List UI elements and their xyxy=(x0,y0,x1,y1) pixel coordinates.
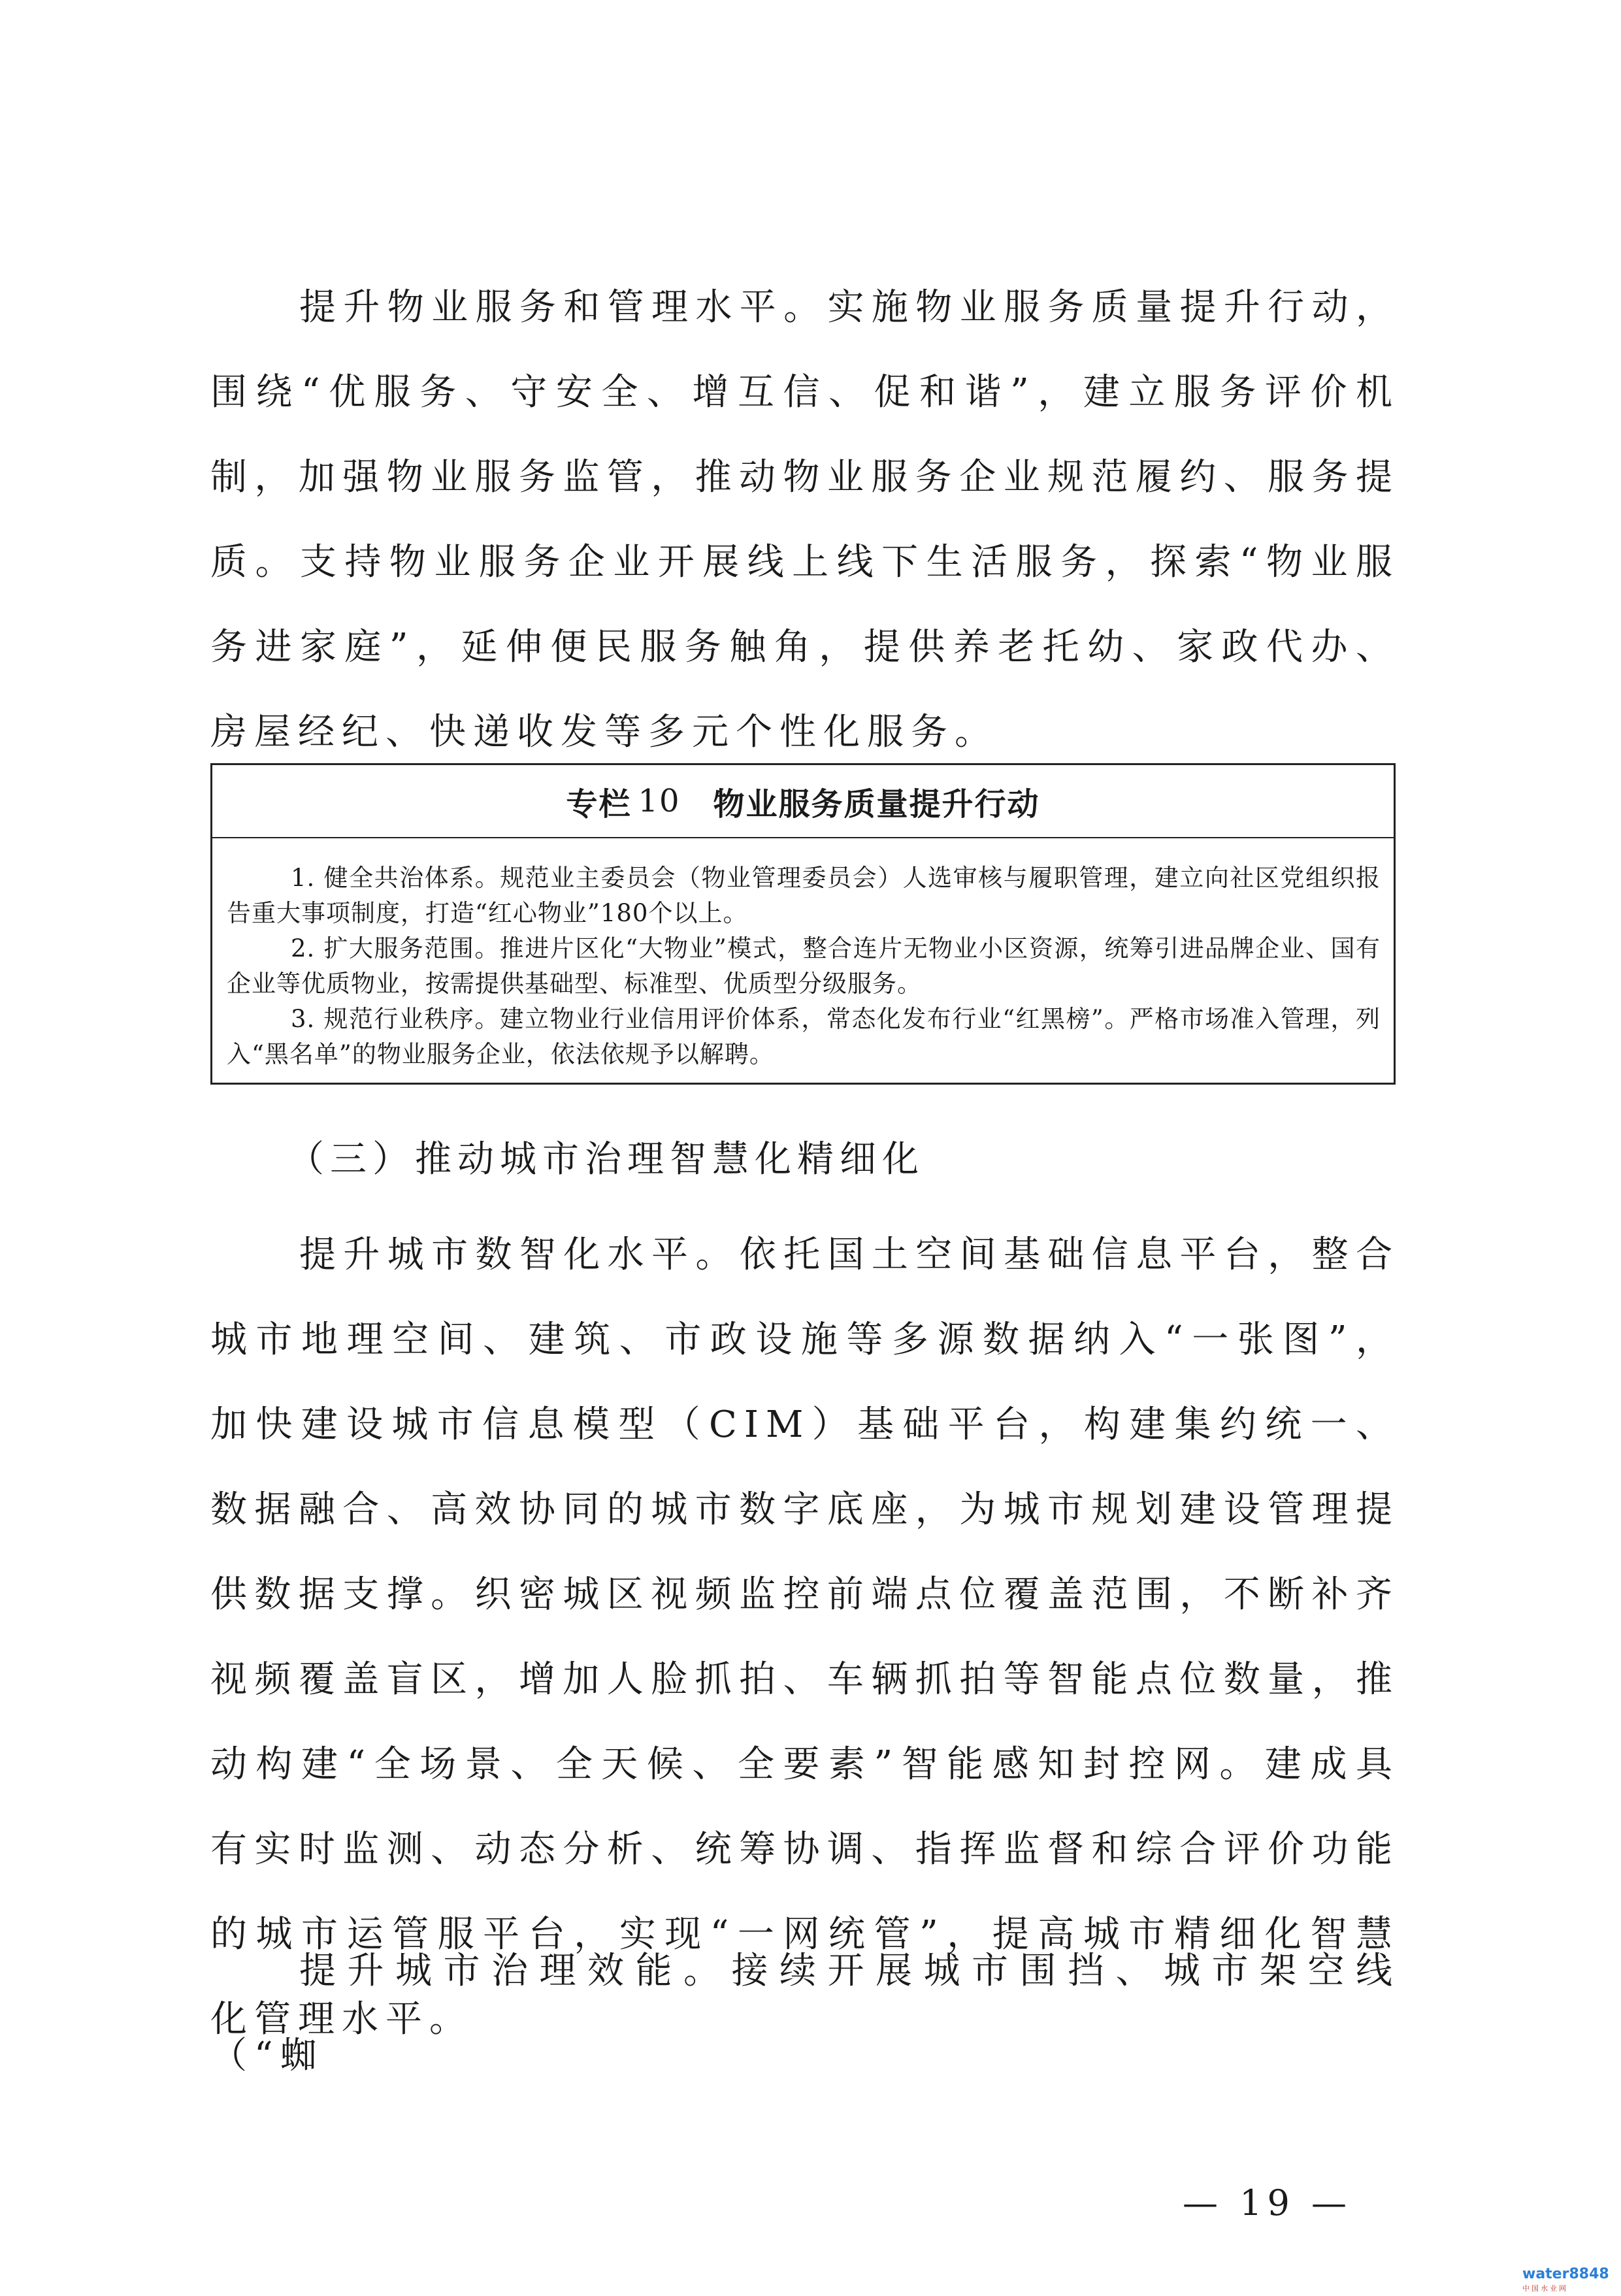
watermark-sub: 中国水业网 xyxy=(1522,2284,1568,2293)
paragraph-governance: 提升城市治理效能。接续开展城市围挡、城市架空线（“蜘 xyxy=(210,1950,1400,2077)
column-item: 2. 扩大服务范围。推进片区化“大物业”模式，整合连片无物业小区资源，统筹引进品牌企业、国有企业等优质物业，按需提供基础型、标准型、优质型分级服务。 xyxy=(227,934,1381,998)
special-column-body xyxy=(212,838,1394,1072)
special-column-header xyxy=(212,765,1394,838)
watermark-logo xyxy=(1522,2267,1609,2296)
watermark-main: water8848 xyxy=(1522,2266,1609,2282)
page-number: — 19 — xyxy=(1183,2182,1352,2223)
column-title: 物业服务质量提升行动 xyxy=(713,785,1040,823)
column-item: 3. 规范行业秩序。建立物业行业信用评价体系，常态化发布行业“红黑榜”。严格市场准入管理，列入“黑名单”的物业服务企业，依法依规予以解聘。 xyxy=(227,1005,1381,1068)
column-item: 1. 健全共治体系。规范业主委员会（物业管理委员会）人选审核与履职管理，建立向社区党组织报告重大事项制度，打造“红心物业”180个以上。 xyxy=(227,864,1381,927)
paragraph-digital-city: 提升城市数智化水平。依托国土空间基础信息平台，整合城市地理空间、建筑、市政设施等多源数据纳入“一张图”，加快建设城市信息模型（CIM）基础平台，构建集约统一、数据融合、高效协同的城市数字底座，为城市规划建设管理提供数据支撑。织密城区视频监控前端点位覆盖范围，不断补齐视频覆盖盲区，增加人脸抓拍、车辆抓拍等智能点位数量，推动构建“全场景、全天候、全要素”智能感知封控网。建成具有实时监测、动态分析、统筹协调、指挥监督和综合评价功能的城市运管服平台，实现“一网统管”，提高城市精细化智慧化管理水平。 xyxy=(210,1234,1400,2041)
special-column-box xyxy=(210,763,1396,1085)
column-label: 专栏 xyxy=(566,785,632,823)
section-heading: （三）推动城市治理智慧化精细化 xyxy=(287,1138,925,1181)
paragraph-property-service: 提升物业服务和管理水平。实施物业服务质量提升行动，围绕“优服务、守安全、增互信、促和谐”，建立服务评价机制，加强物业服务监管，推动物业服务企业规范履约、服务提质。支持物业服务企业开展线上线下生活服务，探索“物业服务进家庭”，延伸便民服务触角，提供养老托幼、家政代办、房屋经纪、快递收发等多元个性化服务。 xyxy=(210,286,1400,753)
column-number: 10 xyxy=(638,783,681,819)
